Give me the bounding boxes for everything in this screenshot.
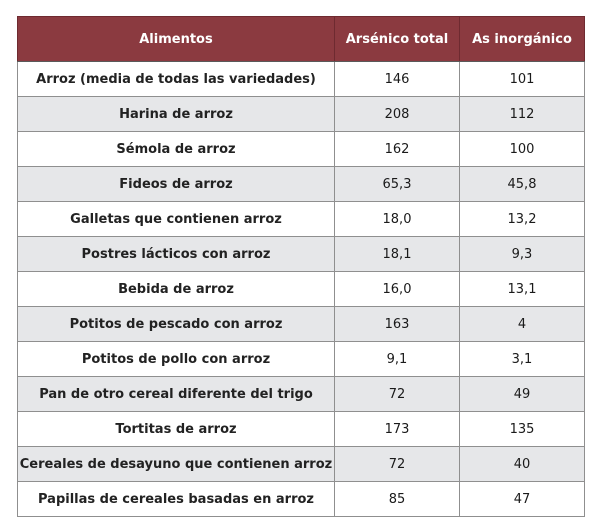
food-cell: Galletas que contienen arroz <box>18 202 335 237</box>
food-cell: Bebida de arroz <box>18 272 335 307</box>
inorganic-arsenic-cell: 45,8 <box>460 167 585 202</box>
header-row <box>18 17 585 62</box>
table-row <box>18 167 585 202</box>
food-cell: Postres lácticos con arroz <box>18 237 335 272</box>
inorganic-arsenic-cell: 3,1 <box>460 342 585 377</box>
food-cell: Cereales de desayuno que contienen arroz <box>18 447 335 482</box>
table-row <box>18 377 585 412</box>
total-arsenic-cell: 16,0 <box>335 272 460 307</box>
inorganic-arsenic-cell: 40 <box>460 447 585 482</box>
inorganic-arsenic-cell: 13,2 <box>460 202 585 237</box>
table-row <box>18 412 585 447</box>
table-body <box>18 62 585 517</box>
table-row <box>18 62 585 97</box>
food-cell: Fideos de arroz <box>18 167 335 202</box>
total-arsenic-cell: 162 <box>335 132 460 167</box>
total-arsenic-cell: 72 <box>335 377 460 412</box>
food-cell: Potitos de pescado con arroz <box>18 307 335 342</box>
total-arsenic-cell: 65,3 <box>335 167 460 202</box>
inorganic-arsenic-cell: 4 <box>460 307 585 342</box>
table-row <box>18 272 585 307</box>
inorganic-arsenic-cell: 9,3 <box>460 237 585 272</box>
food-cell: Potitos de pollo con arroz <box>18 342 335 377</box>
inorganic-arsenic-cell: 100 <box>460 132 585 167</box>
table-row <box>18 237 585 272</box>
total-arsenic-cell: 72 <box>335 447 460 482</box>
table-row <box>18 307 585 342</box>
table-header <box>18 17 585 62</box>
total-arsenic-cell: 173 <box>335 412 460 447</box>
header-arsenico-total: Arsénico total <box>335 17 460 62</box>
inorganic-arsenic-cell: 49 <box>460 377 585 412</box>
table-row <box>18 342 585 377</box>
total-arsenic-cell: 208 <box>335 97 460 132</box>
total-arsenic-cell: 18,1 <box>335 237 460 272</box>
food-cell: Pan de otro cereal diferente del trigo <box>18 377 335 412</box>
inorganic-arsenic-cell: 101 <box>460 62 585 97</box>
inorganic-arsenic-cell: 135 <box>460 412 585 447</box>
inorganic-arsenic-cell: 47 <box>460 482 585 517</box>
food-cell: Tortitas de arroz <box>18 412 335 447</box>
table-row <box>18 447 585 482</box>
total-arsenic-cell: 9,1 <box>335 342 460 377</box>
food-cell: Arroz (media de todas las variedades) <box>18 62 335 97</box>
food-cell: Sémola de arroz <box>18 132 335 167</box>
arsenic-table <box>17 16 585 517</box>
table-row <box>18 97 585 132</box>
inorganic-arsenic-cell: 13,1 <box>460 272 585 307</box>
total-arsenic-cell: 163 <box>335 307 460 342</box>
table-row <box>18 482 585 517</box>
food-cell: Papillas de cereales basadas en arroz <box>18 482 335 517</box>
inorganic-arsenic-cell: 112 <box>460 97 585 132</box>
table-container <box>17 16 585 517</box>
total-arsenic-cell: 18,0 <box>335 202 460 237</box>
total-arsenic-cell: 146 <box>335 62 460 97</box>
total-arsenic-cell: 85 <box>335 482 460 517</box>
table-row <box>18 202 585 237</box>
header-alimentos: Alimentos <box>18 17 335 62</box>
table-row <box>18 132 585 167</box>
header-as-inorganico: As inorgánico <box>460 17 585 62</box>
food-cell: Harina de arroz <box>18 97 335 132</box>
